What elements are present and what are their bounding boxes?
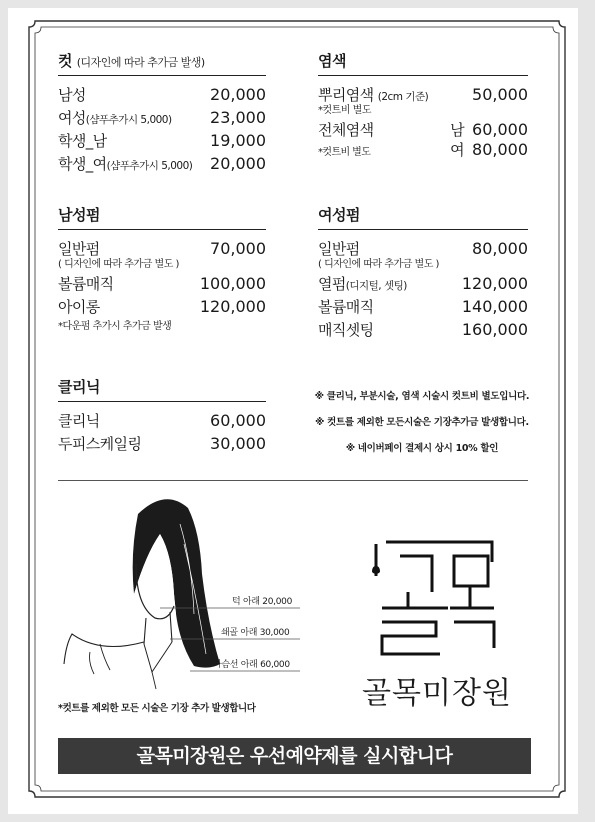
notice-text: ※ 클리닉, 부분시술, 염색 시술시 컷트비 별도입니다. xyxy=(314,391,530,402)
price-row: 일반펌 80,000 xyxy=(318,239,528,258)
length-chest: 가슴선 아래 60,000 xyxy=(213,660,290,670)
price-row: 일반펌 70,000 xyxy=(58,239,266,258)
price-row: 여성(샴푸추가시 5,000) 23,000 xyxy=(58,108,266,127)
divider xyxy=(318,229,528,230)
price-row: 볼륨매직 100,000 xyxy=(58,274,266,293)
section-title: 남성펌 xyxy=(58,206,100,224)
section-title: 염색 xyxy=(318,52,346,70)
section-title: 클리닉 xyxy=(58,378,100,396)
notice-text: ※ 컷트를 제외한 모든시술은 기장추가금 발생합니다. xyxy=(315,417,529,428)
price-row: 두피스케일링 30,000 xyxy=(58,434,266,453)
divider xyxy=(58,401,266,402)
length-collarbone: 쇄골 아래 30,000 xyxy=(221,628,290,638)
brand-logo xyxy=(370,536,510,666)
price-row: 학생_여(샴푸추가시 5,000) 20,000 xyxy=(58,154,266,173)
clinic-section xyxy=(58,376,266,456)
price-row: *컷트비 별도 여 80,000 xyxy=(318,140,528,159)
price-row: 볼륨매직 140,000 xyxy=(318,297,528,316)
length-note: *컷트를 제외한 모든 시술은 기장 추가 발생합니다 xyxy=(58,703,256,714)
price-row: 남성 20,000 xyxy=(58,85,266,104)
cut-section xyxy=(58,50,266,176)
note: *다운펌 추가시 추가금 발생 xyxy=(58,321,172,332)
dye-section xyxy=(318,50,528,159)
note: ( 디자인에 따라 추가금 별도 ) xyxy=(318,259,439,270)
price-row: 아이롱 120,000 xyxy=(58,297,266,316)
note: *컷트비 별도 xyxy=(318,105,371,116)
divider xyxy=(58,75,266,76)
price-row: 전체염색 남 60,000 xyxy=(318,120,528,139)
note: ( 디자인에 따라 추가금 별도 ) xyxy=(58,259,179,270)
price-row: 뿌리염색 (2cm 기준) 50,000 xyxy=(318,85,528,104)
men-perm-section xyxy=(58,204,266,335)
divider xyxy=(58,229,266,230)
reservation-banner: 골목미장원은 우선예약제를 실시합니다 xyxy=(58,738,531,774)
section-title: 여성펌 xyxy=(318,206,360,224)
divider xyxy=(318,75,528,76)
brand-name: 골목미장원 xyxy=(362,676,512,711)
length-jaw: 턱 아래 20,000 xyxy=(232,597,292,607)
price-row: 학생_남 19,000 xyxy=(58,131,266,150)
price-row: 매직셋팅 160,000 xyxy=(318,320,528,339)
price-row: 열펌(디지털, 셋팅) 120,000 xyxy=(318,274,528,293)
price-row: 클리닉 60,000 xyxy=(58,411,266,430)
notice-text: ※ 네이버페이 결제시 상시 10% 할인 xyxy=(345,443,499,454)
section-title: 컷 (디자인에 따라 추가금 발생) xyxy=(58,52,205,70)
women-perm-section xyxy=(318,204,528,342)
divider xyxy=(58,480,528,481)
